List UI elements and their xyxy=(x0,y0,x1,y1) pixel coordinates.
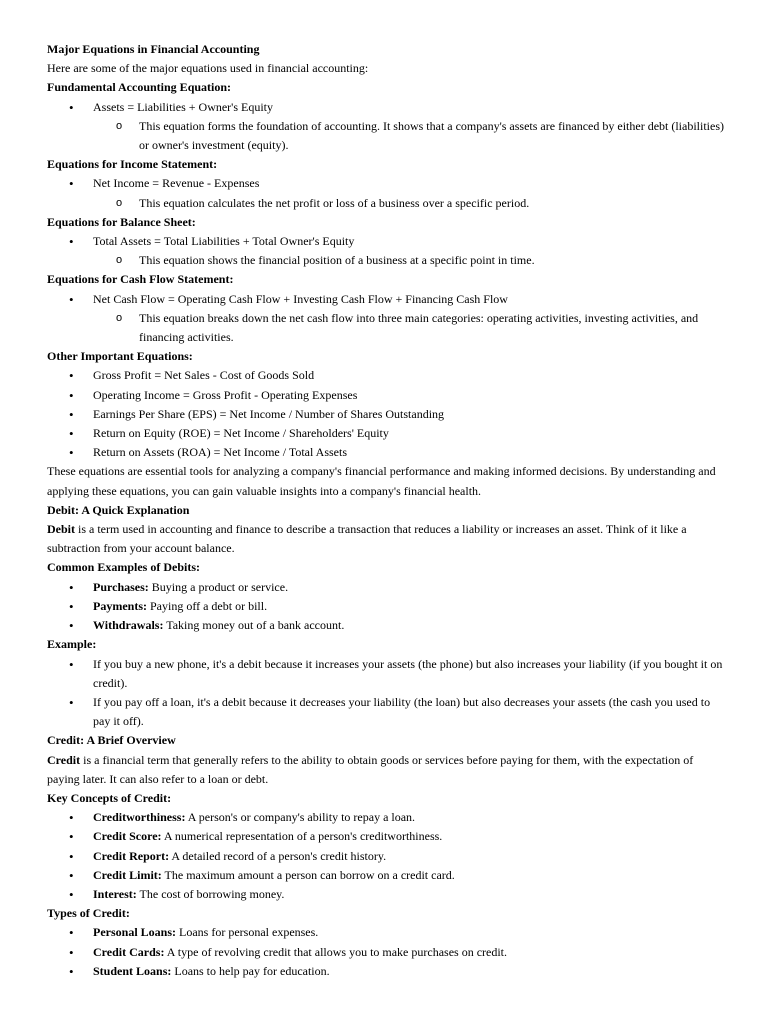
item-text: A type of revolving credit that allows you to make purchases on credit. xyxy=(164,944,508,959)
equation-item: • Operating Income = Gross Profit - Operating Expenses xyxy=(47,386,725,405)
credit-concepts-list xyxy=(47,808,725,904)
item-term: Creditworthiness: xyxy=(93,810,186,825)
debit-definition-text: is a term used in accounting and finance to describe a transaction that reduces a liability or increases an asset. Think of it like a subtraction from your account balance. xyxy=(47,522,687,556)
equation-item: • Net Cash Flow = Operating Cash Flow + Investing Cash Flow + Financing Cash Flow xyxy=(47,290,725,309)
list-item: • If you pay off a loan, it's a debit because it decreases your liability (the loan) but also decreases your assets (the cash you used to pay it off). xyxy=(47,693,725,731)
credit-concepts-heading: Key Concepts of Credit: xyxy=(47,790,172,805)
summary-paragraph: These equations are essential tools for analyzing a company's financial performance and making informed decisions. By understanding and applying these equations, you can gain valuable insights into a company's financial health. xyxy=(47,464,716,498)
item-text: A person's or company's ability to repay a loan. xyxy=(185,810,416,825)
item-term: Interest: xyxy=(93,886,137,901)
income-note-list xyxy=(47,194,725,213)
credit-definition-text: is a financial term that generally refers to the ability to obtain goods or services before paying for them, with the expectation of paying later. It can also refer to a loan or debt. xyxy=(47,752,694,786)
debit-example-heading: Example: xyxy=(47,637,97,652)
equation-item: • Earnings Per Share (EPS) = Net Income / Number of Shares Outstanding xyxy=(47,405,725,424)
other-equations-list xyxy=(47,366,725,462)
item-term: Purchases: xyxy=(93,579,149,594)
document-body xyxy=(47,40,725,981)
equation-item: • Return on Assets (ROA) = Net Income / Total Assets xyxy=(47,443,725,462)
item-text: Buying a product or service. xyxy=(148,579,289,594)
item-term: Personal Loans: xyxy=(93,925,177,940)
equation-item: • Assets = Liabilities + Owner's Equity xyxy=(47,98,725,117)
list-item xyxy=(47,923,725,942)
equation-note: o This equation breaks down the net cash flow into three main categories: operating activities, investing activities, and financing activities. xyxy=(47,309,725,347)
debit-example-list xyxy=(47,655,725,732)
list-item xyxy=(47,962,725,981)
list-item xyxy=(47,616,725,635)
list-item xyxy=(47,943,725,962)
debit-term: Debit xyxy=(47,522,75,537)
equation-item: • Net Income = Revenue - Expenses xyxy=(47,174,725,193)
credit-definition xyxy=(47,751,725,789)
credit-types-list xyxy=(47,923,725,981)
item-term: Withdrawals: xyxy=(93,618,164,633)
credit-heading: Credit: A Brief Overview xyxy=(47,733,176,748)
intro-paragraph: Here are some of the major equations used in financial accounting: xyxy=(47,61,369,76)
credit-types-heading: Types of Credit: xyxy=(47,906,130,921)
credit-term: Credit xyxy=(47,752,81,767)
equation-item: • Gross Profit = Net Sales - Cost of Goods Sold xyxy=(47,366,725,385)
item-term: Student Loans: xyxy=(93,963,172,978)
item-text: Loans to help pay for education. xyxy=(171,963,330,978)
item-term: Credit Limit: xyxy=(93,867,162,882)
section-heading-income: Equations for Income Statement: xyxy=(47,157,218,172)
equation-note: o This equation shows the financial position of a business at a specific point in time. xyxy=(47,251,725,270)
list-item xyxy=(47,597,725,616)
list-item xyxy=(47,847,725,866)
fundamental-note-list xyxy=(47,117,725,155)
item-term: Credit Score: xyxy=(93,829,162,844)
balance-list xyxy=(47,232,725,251)
debit-definition xyxy=(47,520,725,558)
item-term: Credit Cards: xyxy=(93,944,165,959)
fundamental-list xyxy=(47,98,725,117)
item-term: Credit Report: xyxy=(93,848,170,863)
section-heading-other: Other Important Equations: xyxy=(47,349,193,364)
item-text: Taking money out of a bank account. xyxy=(163,618,345,633)
list-item xyxy=(47,827,725,846)
cashflow-list xyxy=(47,290,725,309)
section-heading-fundamental: Fundamental Accounting Equation: xyxy=(47,80,232,95)
balance-note-list xyxy=(47,251,725,270)
debit-examples-list xyxy=(47,578,725,636)
equation-item: • Return on Equity (ROE) = Net Income / Shareholders' Equity xyxy=(47,424,725,443)
section-heading-balance: Equations for Balance Sheet: xyxy=(47,214,196,229)
list-item xyxy=(47,885,725,904)
item-term: Payments: xyxy=(93,598,147,613)
debit-examples-heading: Common Examples of Debits: xyxy=(47,560,200,575)
section-heading-cashflow: Equations for Cash Flow Statement: xyxy=(47,272,234,287)
item-text: Paying off a debt or bill. xyxy=(147,598,268,613)
list-item xyxy=(47,578,725,597)
equation-item: • Total Assets = Total Liabilities + Total Owner's Equity xyxy=(47,232,725,251)
item-text: The cost of borrowing money. xyxy=(136,886,285,901)
item-text: The maximum amount a person can borrow on a credit card. xyxy=(161,867,455,882)
list-item xyxy=(47,808,725,827)
debit-heading: Debit: A Quick Explanation xyxy=(47,502,190,517)
income-list xyxy=(47,174,725,193)
item-text: A numerical representation of a person's creditworthiness. xyxy=(161,829,443,844)
list-item: • If you buy a new phone, it's a debit because it increases your assets (the phone) but also increases your liability (if you bought it on credit). xyxy=(47,655,725,693)
item-text: Loans for personal expenses. xyxy=(176,925,319,940)
page-title: Major Equations in Financial Accounting xyxy=(47,42,260,56)
cashflow-note-list xyxy=(47,309,725,347)
item-text: A detailed record of a person's credit history. xyxy=(169,848,387,863)
equation-note: o This equation calculates the net profit or loss of a business over a specific period. xyxy=(47,194,725,213)
list-item xyxy=(47,866,725,885)
equation-note: o This equation forms the foundation of accounting. It shows that a company's assets are financed by either debt (liabilities) or owner's investment (equity). xyxy=(47,117,725,155)
